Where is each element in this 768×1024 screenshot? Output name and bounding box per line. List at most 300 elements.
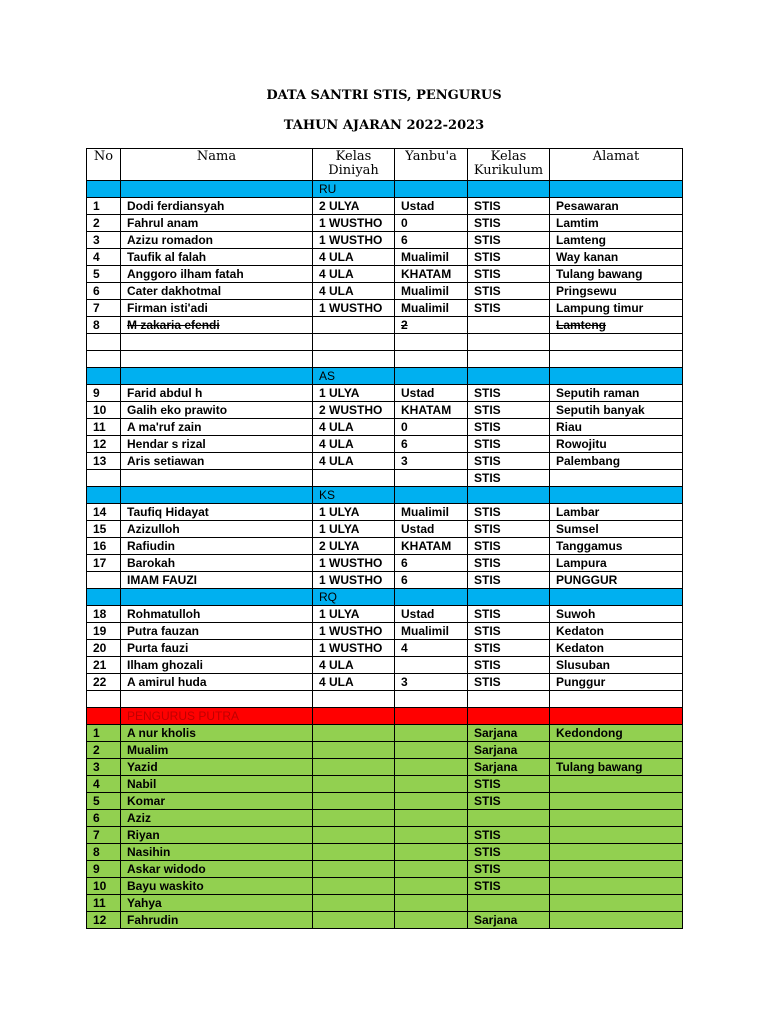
cell-diniyah: 2 ULYA	[313, 198, 395, 215]
cell-alamat: Lamtim	[550, 215, 683, 232]
cell-alamat: Palembang	[550, 453, 683, 470]
cell-yanbua: 4	[395, 640, 468, 657]
cell-no: 7	[87, 827, 121, 844]
table-cell	[313, 691, 395, 708]
cell-alamat: Slusuban	[550, 657, 683, 674]
cell-diniyah	[313, 793, 395, 810]
table-cell	[395, 181, 468, 198]
cell-alamat	[550, 810, 683, 827]
cell-nama: Anggoro ilham fatah	[121, 266, 313, 283]
table-row	[87, 776, 683, 793]
table-cell	[121, 334, 313, 351]
cell-nama: Komar	[121, 793, 313, 810]
cell-kurikulum: STIS	[468, 793, 550, 810]
cell-yanbua	[395, 725, 468, 742]
cell-nama: Nabil	[121, 776, 313, 793]
table-row	[87, 572, 683, 589]
header-kelas-kurikulum: Kelas Kurikulum	[468, 149, 550, 181]
table-cell	[395, 487, 468, 504]
cell-alamat: Lamteng	[550, 317, 683, 334]
cell-no	[87, 470, 121, 487]
cell-diniyah	[313, 810, 395, 827]
cell-kurikulum: STIS	[468, 215, 550, 232]
table-cell	[121, 487, 313, 504]
table-row	[87, 385, 683, 402]
table-cell	[395, 708, 468, 725]
cell-alamat: Lampung timur	[550, 300, 683, 317]
cell-kurikulum: STIS	[468, 538, 550, 555]
cell-kurikulum	[468, 810, 550, 827]
cell-diniyah: 4 ULA	[313, 674, 395, 691]
table-row	[87, 895, 683, 912]
cell-yanbua: 6	[395, 232, 468, 249]
cell-alamat: Punggur	[550, 674, 683, 691]
table-row	[87, 521, 683, 538]
table-row	[87, 419, 683, 436]
empty-row	[87, 334, 683, 351]
cell-nama: Dodi ferdiansyah	[121, 198, 313, 215]
cell-yanbua: 6	[395, 555, 468, 572]
table-cell	[395, 351, 468, 368]
cell-diniyah	[313, 861, 395, 878]
cell-diniyah: 1 ULYA	[313, 606, 395, 623]
cell-alamat: Way kanan	[550, 249, 683, 266]
table-cell	[87, 334, 121, 351]
section-row	[87, 708, 683, 725]
table-row	[87, 657, 683, 674]
empty-row	[87, 351, 683, 368]
cell-diniyah: 1 WUSTHO	[313, 572, 395, 589]
cell-diniyah: 1 WUSTHO	[313, 232, 395, 249]
cell-nama: Mualim	[121, 742, 313, 759]
cell-diniyah: 4 ULA	[313, 266, 395, 283]
table-cell	[468, 181, 550, 198]
table-row	[87, 725, 683, 742]
cell-yanbua: KHATAM	[395, 266, 468, 283]
table-cell	[121, 589, 313, 606]
cell-no: 10	[87, 878, 121, 895]
cell-no: 12	[87, 912, 121, 929]
cell-yanbua: 2	[395, 317, 468, 334]
cell-diniyah	[313, 742, 395, 759]
cell-diniyah: 4 ULA	[313, 419, 395, 436]
cell-no: 8	[87, 317, 121, 334]
header-kelas-diniyah: Kelas Diniyah	[313, 149, 395, 181]
cell-no: 20	[87, 640, 121, 657]
cell-no: 17	[87, 555, 121, 572]
cell-alamat: Kedondong	[550, 725, 683, 742]
table-cell	[395, 368, 468, 385]
cell-alamat	[550, 470, 683, 487]
header-alamat: Alamat	[550, 149, 683, 181]
cell-kurikulum: STIS	[468, 419, 550, 436]
cell-kurikulum	[468, 317, 550, 334]
cell-kurikulum: STIS	[468, 776, 550, 793]
cell-nama: Aris setiawan	[121, 453, 313, 470]
cell-alamat: Kedaton	[550, 640, 683, 657]
cell-nama: Azizulloh	[121, 521, 313, 538]
cell-nama: Purta fauzi	[121, 640, 313, 657]
table-cell	[550, 691, 683, 708]
table-cell	[550, 334, 683, 351]
cell-alamat: Tulang bawang	[550, 759, 683, 776]
cell-diniyah: 1 ULYA	[313, 504, 395, 521]
table-header-row	[87, 149, 683, 181]
cell-alamat: Tanggamus	[550, 538, 683, 555]
section-label: AS	[313, 368, 395, 385]
table-cell	[550, 708, 683, 725]
cell-nama: Fahrudin	[121, 912, 313, 929]
cell-diniyah	[313, 776, 395, 793]
cell-diniyah: 2 WUSTHO	[313, 402, 395, 419]
table-cell	[121, 691, 313, 708]
table-row	[87, 470, 683, 487]
cell-diniyah: 4 ULA	[313, 453, 395, 470]
cell-no: 5	[87, 793, 121, 810]
table-row	[87, 538, 683, 555]
cell-diniyah	[313, 827, 395, 844]
cell-kurikulum: STIS	[468, 232, 550, 249]
cell-nama: Hendar s rizal	[121, 436, 313, 453]
table-row	[87, 283, 683, 300]
cell-no: 19	[87, 623, 121, 640]
cell-alamat: PUNGGUR	[550, 572, 683, 589]
table-row	[87, 300, 683, 317]
table-row	[87, 759, 683, 776]
cell-alamat: Seputih banyak	[550, 402, 683, 419]
cell-yanbua: 0	[395, 215, 468, 232]
table-row	[87, 878, 683, 895]
cell-nama: Nasihin	[121, 844, 313, 861]
cell-no: 22	[87, 674, 121, 691]
cell-kurikulum: STIS	[468, 249, 550, 266]
cell-kurikulum: STIS	[468, 283, 550, 300]
cell-kurikulum: STIS	[468, 606, 550, 623]
cell-diniyah: 1 WUSTHO	[313, 555, 395, 572]
cell-alamat: Rowojitu	[550, 436, 683, 453]
table-cell	[468, 708, 550, 725]
cell-yanbua	[395, 810, 468, 827]
cell-alamat: Seputih raman	[550, 385, 683, 402]
cell-yanbua: 3	[395, 453, 468, 470]
cell-kurikulum: Sarjana	[468, 912, 550, 929]
table-row	[87, 623, 683, 640]
cell-diniyah: 2 ULYA	[313, 538, 395, 555]
cell-no: 1	[87, 725, 121, 742]
cell-alamat	[550, 912, 683, 929]
section-row	[87, 181, 683, 198]
cell-nama	[121, 470, 313, 487]
cell-kurikulum: STIS	[468, 623, 550, 640]
cell-no: 3	[87, 759, 121, 776]
cell-no: 16	[87, 538, 121, 555]
cell-kurikulum: STIS	[468, 470, 550, 487]
section-row	[87, 589, 683, 606]
cell-yanbua	[395, 912, 468, 929]
empty-row	[87, 691, 683, 708]
document-subtitle: TAHUN AJARAN 2022-2023	[283, 118, 485, 133]
table-row	[87, 810, 683, 827]
cell-alamat: Riau	[550, 419, 683, 436]
cell-kurikulum: Sarjana	[468, 725, 550, 742]
cell-yanbua	[395, 895, 468, 912]
cell-kurikulum: STIS	[468, 453, 550, 470]
cell-yanbua	[395, 793, 468, 810]
table-cell	[550, 589, 683, 606]
cell-no: 13	[87, 453, 121, 470]
table-cell	[468, 351, 550, 368]
header-yanbua: Yanbu'a	[395, 149, 468, 181]
table-row	[87, 793, 683, 810]
section-label: RQ	[313, 589, 395, 606]
cell-alamat	[550, 742, 683, 759]
table-cell	[550, 181, 683, 198]
cell-diniyah: 1 ULYA	[313, 521, 395, 538]
cell-yanbua: Mualimil	[395, 504, 468, 521]
cell-no: 10	[87, 402, 121, 419]
cell-diniyah: 4 ULA	[313, 249, 395, 266]
cell-no: 5	[87, 266, 121, 283]
cell-yanbua	[395, 878, 468, 895]
table-row	[87, 504, 683, 521]
table-row	[87, 742, 683, 759]
table-row	[87, 827, 683, 844]
section-label: PENGURUS PUTRA	[121, 708, 313, 725]
table-row	[87, 232, 683, 249]
cell-no: 21	[87, 657, 121, 674]
cell-alamat: Pringsewu	[550, 283, 683, 300]
cell-no: 1	[87, 198, 121, 215]
cell-diniyah: 1 WUSTHO	[313, 300, 395, 317]
table-row	[87, 912, 683, 929]
cell-kurikulum: Sarjana	[468, 759, 550, 776]
cell-nama: Firman isti'adi	[121, 300, 313, 317]
cell-yanbua: Ustad	[395, 198, 468, 215]
cell-nama: Farid abdul h	[121, 385, 313, 402]
table-row	[87, 861, 683, 878]
table-row	[87, 249, 683, 266]
cell-no: 4	[87, 249, 121, 266]
table-row	[87, 436, 683, 453]
table-row	[87, 215, 683, 232]
cell-diniyah	[313, 725, 395, 742]
cell-no: 7	[87, 300, 121, 317]
table-cell	[468, 589, 550, 606]
cell-nama: Askar widodo	[121, 861, 313, 878]
cell-no	[87, 572, 121, 589]
table-cell	[395, 334, 468, 351]
section-label: RU	[313, 181, 395, 198]
cell-kurikulum: STIS	[468, 861, 550, 878]
cell-nama: IMAM FAUZI	[121, 572, 313, 589]
cell-nama: A amirul huda	[121, 674, 313, 691]
table-cell	[87, 589, 121, 606]
cell-yanbua	[395, 844, 468, 861]
cell-alamat	[550, 793, 683, 810]
cell-no: 18	[87, 606, 121, 623]
table-row	[87, 266, 683, 283]
cell-kurikulum	[468, 895, 550, 912]
table-cell	[468, 368, 550, 385]
table-cell	[121, 181, 313, 198]
cell-alamat	[550, 844, 683, 861]
table-row	[87, 198, 683, 215]
cell-yanbua	[395, 776, 468, 793]
section-row	[87, 487, 683, 504]
cell-yanbua: Mualimil	[395, 283, 468, 300]
table-cell	[550, 351, 683, 368]
cell-diniyah: 1 ULYA	[313, 385, 395, 402]
table-cell	[313, 351, 395, 368]
cell-kurikulum: STIS	[468, 878, 550, 895]
cell-nama: Taufik al falah	[121, 249, 313, 266]
cell-nama: Barokah	[121, 555, 313, 572]
cell-alamat: Sumsel	[550, 521, 683, 538]
cell-yanbua	[395, 861, 468, 878]
cell-nama: Riyan	[121, 827, 313, 844]
cell-diniyah	[313, 759, 395, 776]
document-title: DATA SANTRI STIS, PENGURUS	[266, 88, 502, 103]
cell-yanbua: Mualimil	[395, 623, 468, 640]
cell-nama: Rafiudin	[121, 538, 313, 555]
cell-nama: Yahya	[121, 895, 313, 912]
table-row	[87, 606, 683, 623]
table-cell	[121, 368, 313, 385]
cell-no: 6	[87, 810, 121, 827]
table-cell	[313, 708, 395, 725]
table-cell	[550, 487, 683, 504]
cell-nama: Taufiq Hidayat	[121, 504, 313, 521]
table-cell	[87, 368, 121, 385]
cell-diniyah	[313, 895, 395, 912]
table-row	[87, 640, 683, 657]
table-cell	[87, 691, 121, 708]
cell-alamat: Lambar	[550, 504, 683, 521]
cell-nama: M zakaria efendi	[121, 317, 313, 334]
cell-nama: Fahrul anam	[121, 215, 313, 232]
cell-yanbua: Ustad	[395, 606, 468, 623]
cell-kurikulum: STIS	[468, 266, 550, 283]
santri-table	[86, 148, 683, 929]
cell-no: 2	[87, 215, 121, 232]
cell-nama: Galih eko prawito	[121, 402, 313, 419]
header-nama: Nama	[121, 149, 313, 181]
cell-diniyah	[313, 878, 395, 895]
cell-kurikulum: STIS	[468, 198, 550, 215]
cell-alamat: Tulang bawang	[550, 266, 683, 283]
cell-kurikulum: STIS	[468, 436, 550, 453]
table-cell	[395, 691, 468, 708]
cell-yanbua: 3	[395, 674, 468, 691]
cell-diniyah: 4 ULA	[313, 436, 395, 453]
cell-alamat: Pesawaran	[550, 198, 683, 215]
cell-nama: Cater dakhotmal	[121, 283, 313, 300]
cell-kurikulum: STIS	[468, 504, 550, 521]
cell-yanbua	[395, 657, 468, 674]
table-row	[87, 402, 683, 419]
cell-no: 12	[87, 436, 121, 453]
cell-kurikulum: STIS	[468, 385, 550, 402]
cell-no: 3	[87, 232, 121, 249]
table-row	[87, 674, 683, 691]
cell-yanbua: Mualimil	[395, 249, 468, 266]
header-no: No	[87, 149, 121, 181]
cell-yanbua	[395, 470, 468, 487]
cell-nama: Putra fauzan	[121, 623, 313, 640]
cell-yanbua: 6	[395, 436, 468, 453]
cell-diniyah	[313, 470, 395, 487]
cell-kurikulum: STIS	[468, 300, 550, 317]
cell-nama: A nur kholis	[121, 725, 313, 742]
cell-nama: A ma'ruf zain	[121, 419, 313, 436]
cell-kurikulum: STIS	[468, 657, 550, 674]
table-row	[87, 453, 683, 470]
cell-no: 14	[87, 504, 121, 521]
table-cell	[468, 691, 550, 708]
cell-diniyah	[313, 912, 395, 929]
table-cell	[87, 351, 121, 368]
cell-diniyah: 4 ULA	[313, 657, 395, 674]
cell-kurikulum: STIS	[468, 521, 550, 538]
cell-kurikulum: STIS	[468, 674, 550, 691]
cell-diniyah: 4 ULA	[313, 283, 395, 300]
cell-kurikulum: STIS	[468, 555, 550, 572]
cell-diniyah: 1 WUSTHO	[313, 623, 395, 640]
cell-diniyah: 1 WUSTHO	[313, 215, 395, 232]
cell-kurikulum: STIS	[468, 402, 550, 419]
cell-diniyah	[313, 317, 395, 334]
table-cell	[395, 589, 468, 606]
cell-yanbua: Ustad	[395, 521, 468, 538]
cell-no: 6	[87, 283, 121, 300]
cell-yanbua: Mualimil	[395, 300, 468, 317]
cell-diniyah: 1 WUSTHO	[313, 640, 395, 657]
cell-alamat	[550, 861, 683, 878]
table-row	[87, 844, 683, 861]
cell-nama: Ilham ghozali	[121, 657, 313, 674]
section-row	[87, 368, 683, 385]
cell-kurikulum: STIS	[468, 844, 550, 861]
cell-kurikulum: STIS	[468, 640, 550, 657]
cell-no: 11	[87, 895, 121, 912]
table-cell	[468, 334, 550, 351]
cell-no: 9	[87, 385, 121, 402]
cell-no: 8	[87, 844, 121, 861]
cell-no: 4	[87, 776, 121, 793]
cell-kurikulum: STIS	[468, 572, 550, 589]
table-row	[87, 555, 683, 572]
cell-alamat	[550, 827, 683, 844]
cell-nama: Rohmatulloh	[121, 606, 313, 623]
cell-nama: Azizu romadon	[121, 232, 313, 249]
cell-alamat	[550, 776, 683, 793]
cell-yanbua	[395, 759, 468, 776]
cell-kurikulum: STIS	[468, 827, 550, 844]
cell-alamat: Suwoh	[550, 606, 683, 623]
cell-alamat: Kedaton	[550, 623, 683, 640]
cell-yanbua: KHATAM	[395, 538, 468, 555]
cell-no: 2	[87, 742, 121, 759]
section-label: KS	[313, 487, 395, 504]
cell-alamat: Lamteng	[550, 232, 683, 249]
cell-alamat	[550, 895, 683, 912]
cell-alamat: Lampura	[550, 555, 683, 572]
table-cell	[87, 487, 121, 504]
cell-yanbua: Ustad	[395, 385, 468, 402]
cell-yanbua: KHATAM	[395, 402, 468, 419]
cell-no: 9	[87, 861, 121, 878]
table-row	[87, 317, 683, 334]
